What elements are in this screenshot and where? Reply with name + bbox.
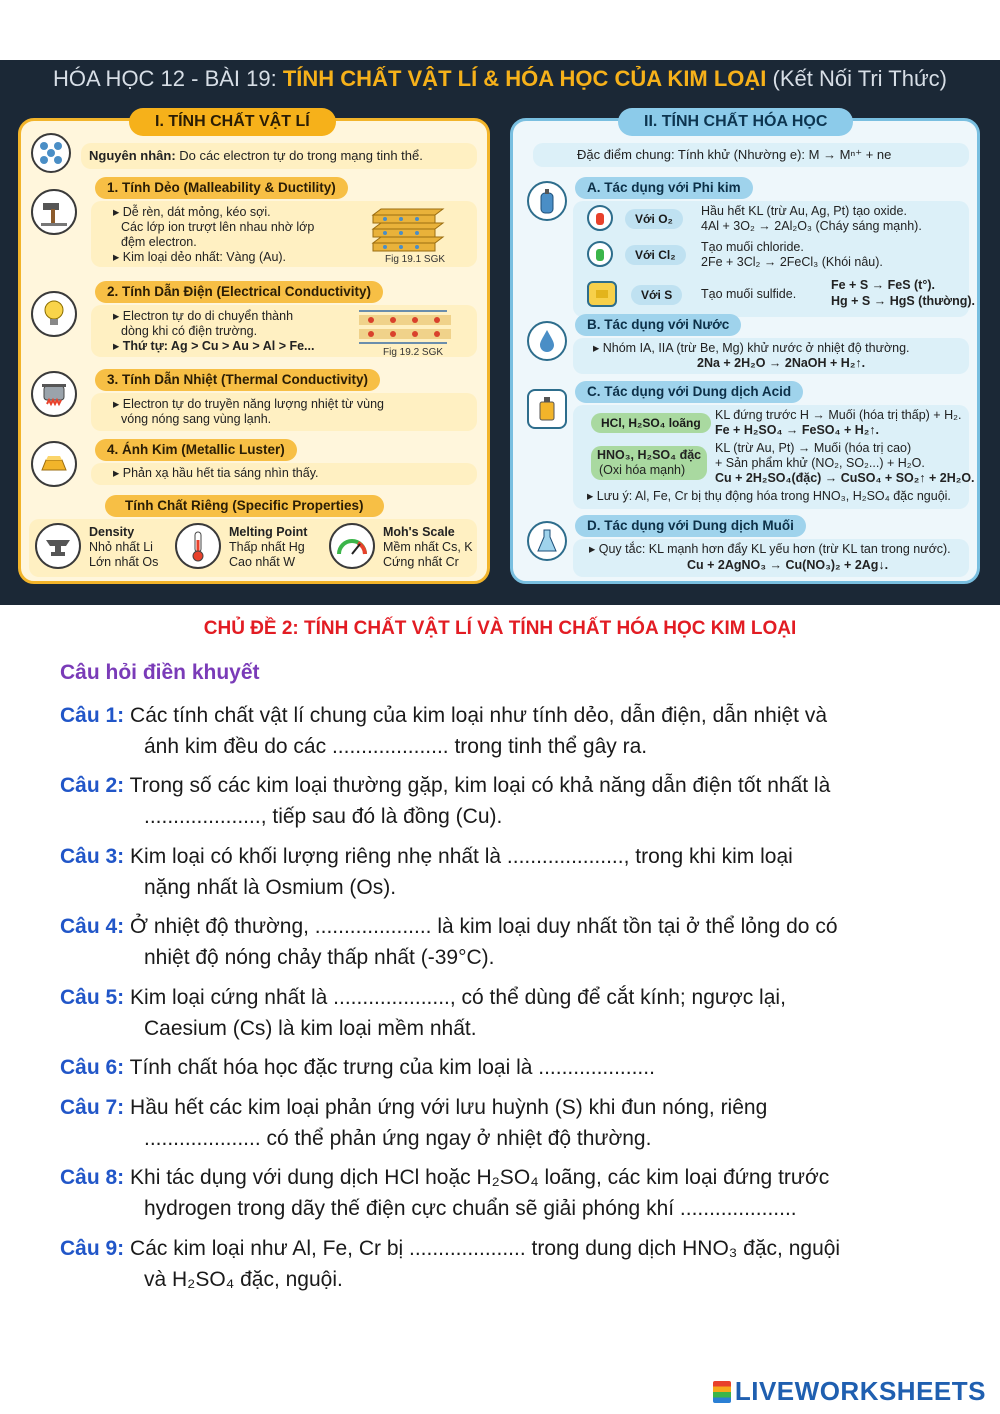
with-sulfur-chip: Với S — [631, 285, 682, 305]
density-min: Nhỏ nhất Li — [89, 540, 153, 554]
concentrated-acid-label: HNO₃, H₂SO₄ đặc — [597, 448, 702, 462]
poster-title-suffix: (Kết Nối Tri Thức) — [766, 66, 947, 91]
question-9 — [60, 1233, 960, 1295]
thermal-title: 3. Tính Dẫn Nhiệt (Thermal Conductivity) — [95, 369, 380, 391]
concentrated-acid-line-1: KL (trừ Au, Pt) → Muối (hóa trị cao) — [715, 441, 912, 455]
poster-title-highlight: TÍNH CHẤT VẬT LÍ & HÓA HỌC CỦA KIM LOẠI — [282, 66, 767, 91]
dilute-acid-line-2: Fe + H₂SO₄ → FeSO₄ + H₂↑. — [715, 423, 880, 437]
density-label: Density — [89, 525, 135, 539]
thermal-line-1: ▸ Electron tự do truyền năng lượng nhiệt từ vùng — [113, 397, 384, 411]
salt-rule-line: ▸ Quy tắc: KL mạnh hơn đẩy KL yếu hơn (trừ KL tan trong nước). — [589, 542, 951, 556]
light-bulb-icon — [31, 291, 77, 337]
concentrated-acid-line-2: + Sản phẩm khử (NO₂, SO₂...) + H₂O. — [715, 456, 925, 470]
question-1 — [60, 700, 960, 762]
cause-label: Nguyên nhân: — [89, 148, 176, 163]
oxygen-cylinder-icon — [527, 181, 567, 221]
thermometer-icon — [175, 523, 221, 569]
with-chlorine-chip: Với Cl₂ — [625, 245, 686, 265]
chemical-properties-panel — [510, 113, 980, 584]
malleability-title: 1. Tính Dẻo (Malleability & Ductility) — [95, 177, 348, 199]
poster-title — [0, 66, 1000, 92]
water-line-1: ▸ Nhóm IA, IIA (trừ Be, Mg) khử nước ở nhiệt độ thường. — [593, 341, 910, 355]
chemical-properties-heading: II. TÍNH CHẤT HÓA HỌC — [618, 108, 853, 136]
liveworksheets-logo-icon — [713, 1381, 731, 1403]
question-8 — [60, 1162, 960, 1224]
physical-properties-heading: I. TÍNH CHẤT VẬT LÍ — [129, 108, 336, 136]
question-text-line-1[interactable]: Tính chất hóa học đặc trưng của kim loại là .................... — [124, 1056, 655, 1079]
conductivity-line-2: dòng khi có điện trường. — [121, 324, 258, 338]
cause-text — [89, 148, 423, 163]
infographic-poster — [0, 60, 1000, 605]
question-number: Câu 7: — [60, 1096, 125, 1119]
luster-line-1: ▸ Phản xạ hầu hết tia sáng nhìn thấy. — [113, 466, 319, 480]
question-number: Câu 3: — [60, 845, 125, 868]
oxygen-line-1: Hầu hết KL (trừ Au, Ag, Pt) tạo oxide. — [701, 204, 907, 218]
question-number: Câu 8: — [60, 1166, 125, 1189]
specific-properties-title: Tính Chất Riêng (Specific Properties) — [105, 495, 384, 517]
concentrated-acid-line-3: Cu + 2H₂SO₄(đặc) → CuSO₄ + SO₂↑ + 2H₂O. — [715, 471, 975, 485]
question-text-line-1[interactable]: Các tính chất vật lí chung của kim loại như tính dẻo, dẫn điện, dẫn nhiệt và — [124, 704, 828, 727]
question-5 — [60, 982, 960, 1044]
malleability-line-2: Các lớp ion trượt lên nhau nhờ lớp — [121, 220, 315, 234]
flask-icon — [527, 521, 567, 561]
chlorine-line-2: 2Fe + 3Cl₂ → 2FeCl₃ (Khói nâu). — [701, 255, 883, 269]
question-text-line-2[interactable]: .................... có thể phản ứng ngay ở nhiệt độ thường. — [144, 1127, 652, 1150]
chlorine-icon — [587, 241, 613, 267]
cooking-pot-icon — [31, 371, 77, 417]
density-max: Lớn nhất Os — [89, 555, 159, 569]
concentrated-acid-sublabel: (Oxi hóa mạnh) — [599, 463, 686, 477]
gauge-icon — [329, 523, 375, 569]
question-text-line-2[interactable]: ...................., tiếp sau đó là đồng (Cu). — [144, 805, 503, 828]
question-text-line-2[interactable]: ánh kim đều do các .................... trong tinh thể gây ra. — [144, 735, 648, 758]
chlorine-line-1: Tạo muối chloride. — [701, 240, 804, 254]
oxygen-icon — [587, 205, 613, 231]
physical-properties-panel — [18, 113, 490, 584]
gold-bar-icon — [31, 441, 77, 487]
question-6 — [60, 1052, 960, 1083]
question-number: Câu 1: — [60, 704, 125, 727]
water-drop-icon — [527, 321, 567, 361]
malleability-line-1: ▸ Dễ rèn, dát mỏng, kéo sợi. — [113, 205, 271, 219]
mohs-scale-label: Moh's Scale — [383, 525, 455, 539]
general-feature-text: Đặc điểm chung: Tính khử (Nhường e): M → Mⁿ⁺ + ne — [577, 147, 892, 162]
question-number: Câu 5: — [60, 986, 125, 1009]
question-3 — [60, 841, 960, 903]
malleability-line-4: ▸ Kim loại dẻo nhất: Vàng (Au). — [113, 250, 287, 264]
dilute-acid-chip: HCl, H₂SO₄ loãng — [591, 413, 711, 433]
anvil-icon — [35, 523, 81, 569]
electron-flow-figure — [357, 309, 453, 345]
question-number: Câu 9: — [60, 1237, 125, 1260]
acid-bottle-icon — [527, 389, 567, 429]
question-text-line-2[interactable]: hydrogen trong dãy thế điện cực chuẩn sẽ giải phóng khí .................... — [144, 1197, 797, 1220]
question-text-line-1[interactable]: Hầu hết các kim loại phản ứng với lưu huỳnh (S) khi đun nóng, riêng — [124, 1096, 768, 1119]
sulfur-icon — [587, 281, 617, 307]
salt-reaction-line: Cu + 2AgNO₃ → Cu(NO₃)₂ + 2Ag↓. — [687, 558, 889, 572]
poster-title-prefix: HÓA HỌC 12 - BÀI 19: — [52, 66, 283, 91]
conductivity-line-3: ▸ Thứ tự: Ag > Cu > Au > Al > Fe... — [113, 339, 315, 353]
thermal-line-2: vóng nóng sang vùng lạnh. — [121, 412, 272, 426]
mohs-hardest: Cứng nhất Cr — [383, 555, 459, 569]
question-text-line-1[interactable]: Ở nhiệt độ thường, .................... là kim loại duy nhất tồn tại ở thể lỏng do có — [124, 915, 838, 938]
salt-reaction-title: D. Tác dụng với Dung dịch Muối — [575, 515, 806, 537]
water-line-2: 2Na + 2H₂O → 2NaOH + H₂↑. — [697, 356, 866, 370]
ion-layers-figure — [365, 205, 449, 253]
nonmetal-reaction-title: A. Tác dụng với Phi kim — [575, 177, 753, 199]
section-heading: Câu hỏi điền khuyết — [60, 661, 260, 684]
question-text-line-1[interactable]: Các kim loại như Al, Fe, Cr bị .................... trong dung dịch HNO₃ đặc, nguội — [124, 1237, 841, 1260]
malleability-line-3: đệm electron. — [121, 235, 197, 249]
passivation-note: ▸ Lưu ý: Al, Fe, Cr bị thụ động hóa trong HNO₃, H₂SO₄ đặc nguội. — [587, 489, 951, 503]
question-text-line-2[interactable]: nặng nhất là Osmium (Os). — [144, 876, 397, 899]
sulfur-reaction-fe: Fe + S → FeS (t°). — [831, 278, 935, 292]
hammer-icon — [31, 189, 77, 235]
conductivity-line-1: ▸ Electron tự do di chuyển thành — [113, 309, 294, 323]
figure-19-1-caption: Fig 19.1 SGK — [385, 254, 446, 265]
question-text-line-2[interactable]: và H₂SO₄ đặc, nguội. — [144, 1268, 343, 1291]
question-text-line-1[interactable]: Trong số các kim loại thường gặp, kim loại có khả năng dẫn điện tốt nhất là — [124, 774, 831, 797]
dilute-acid-line-1: KL đứng trước H → Muối (hóa trị thấp) + H₂. — [715, 408, 962, 422]
question-text-line-2[interactable]: Caesium (Cs) là kim loại mềm nhất. — [144, 1017, 477, 1040]
mohs-softest: Mềm nhất Cs, K — [383, 540, 473, 554]
topic-heading: CHỦ ĐỀ 2: TÍNH CHẤT VẬT LÍ VÀ TÍNH CHẤT HÓA HỌC KIM LOẠI — [203, 618, 797, 639]
sulfur-line-1: Tạo muối sulfide. — [701, 287, 797, 301]
with-oxygen-chip: Với O₂ — [625, 209, 683, 229]
luster-title: 4. Ánh Kim (Metallic Luster) — [95, 439, 297, 461]
question-7 — [60, 1092, 960, 1154]
question-text-line-1[interactable]: Kim loại có khối lượng riêng nhẹ nhất là ...................., trong khi kim loại — [124, 845, 793, 868]
liveworksheets-brand-text: LIVEWORKSHEETS — [734, 1376, 986, 1406]
question-4 — [60, 911, 960, 973]
question-number: Câu 4: — [60, 915, 125, 938]
question-2 — [60, 770, 960, 832]
cause-body: Do các electron tự do trong mạng tinh thể. — [175, 148, 423, 163]
sulfur-reaction-hg: Hg + S → HgS (thường). — [831, 294, 975, 308]
conductivity-title: 2. Tính Dẫn Điện (Electrical Conductivity) — [95, 281, 383, 303]
question-number: Câu 6: — [60, 1056, 125, 1079]
question-text-line-2[interactable]: nhiệt độ nóng chảy thấp nhất (-39°C). — [144, 946, 495, 969]
water-reaction-title: B. Tác dụng với Nước — [575, 314, 741, 336]
figure-19-2-caption: Fig 19.2 SGK — [383, 347, 444, 358]
melting-point-min: Thấp nhất Hg — [229, 540, 305, 554]
electron-lattice-icon — [31, 133, 71, 173]
oxygen-line-2: 4Al + 3O₂ → 2Al₂O₃ (Cháy sáng mạnh). — [701, 219, 922, 233]
question-text-line-1[interactable]: Kim loại cứng nhất là ...................., có thể dùng để cắt kính; ngược lại, — [124, 986, 786, 1009]
melting-point-max: Cao nhất W — [229, 555, 296, 569]
question-text-line-1[interactable]: Khi tác dụng với dung dịch HCl hoặc H₂SO₄ loãng, các kim loại đứng trước — [124, 1166, 830, 1189]
question-number: Câu 2: — [60, 774, 125, 797]
acid-reaction-title: C. Tác dụng với Dung dịch Acid — [575, 381, 803, 403]
melting-point-label: Melting Point — [229, 525, 308, 539]
liveworksheets-logo[interactable] — [713, 1376, 986, 1407]
